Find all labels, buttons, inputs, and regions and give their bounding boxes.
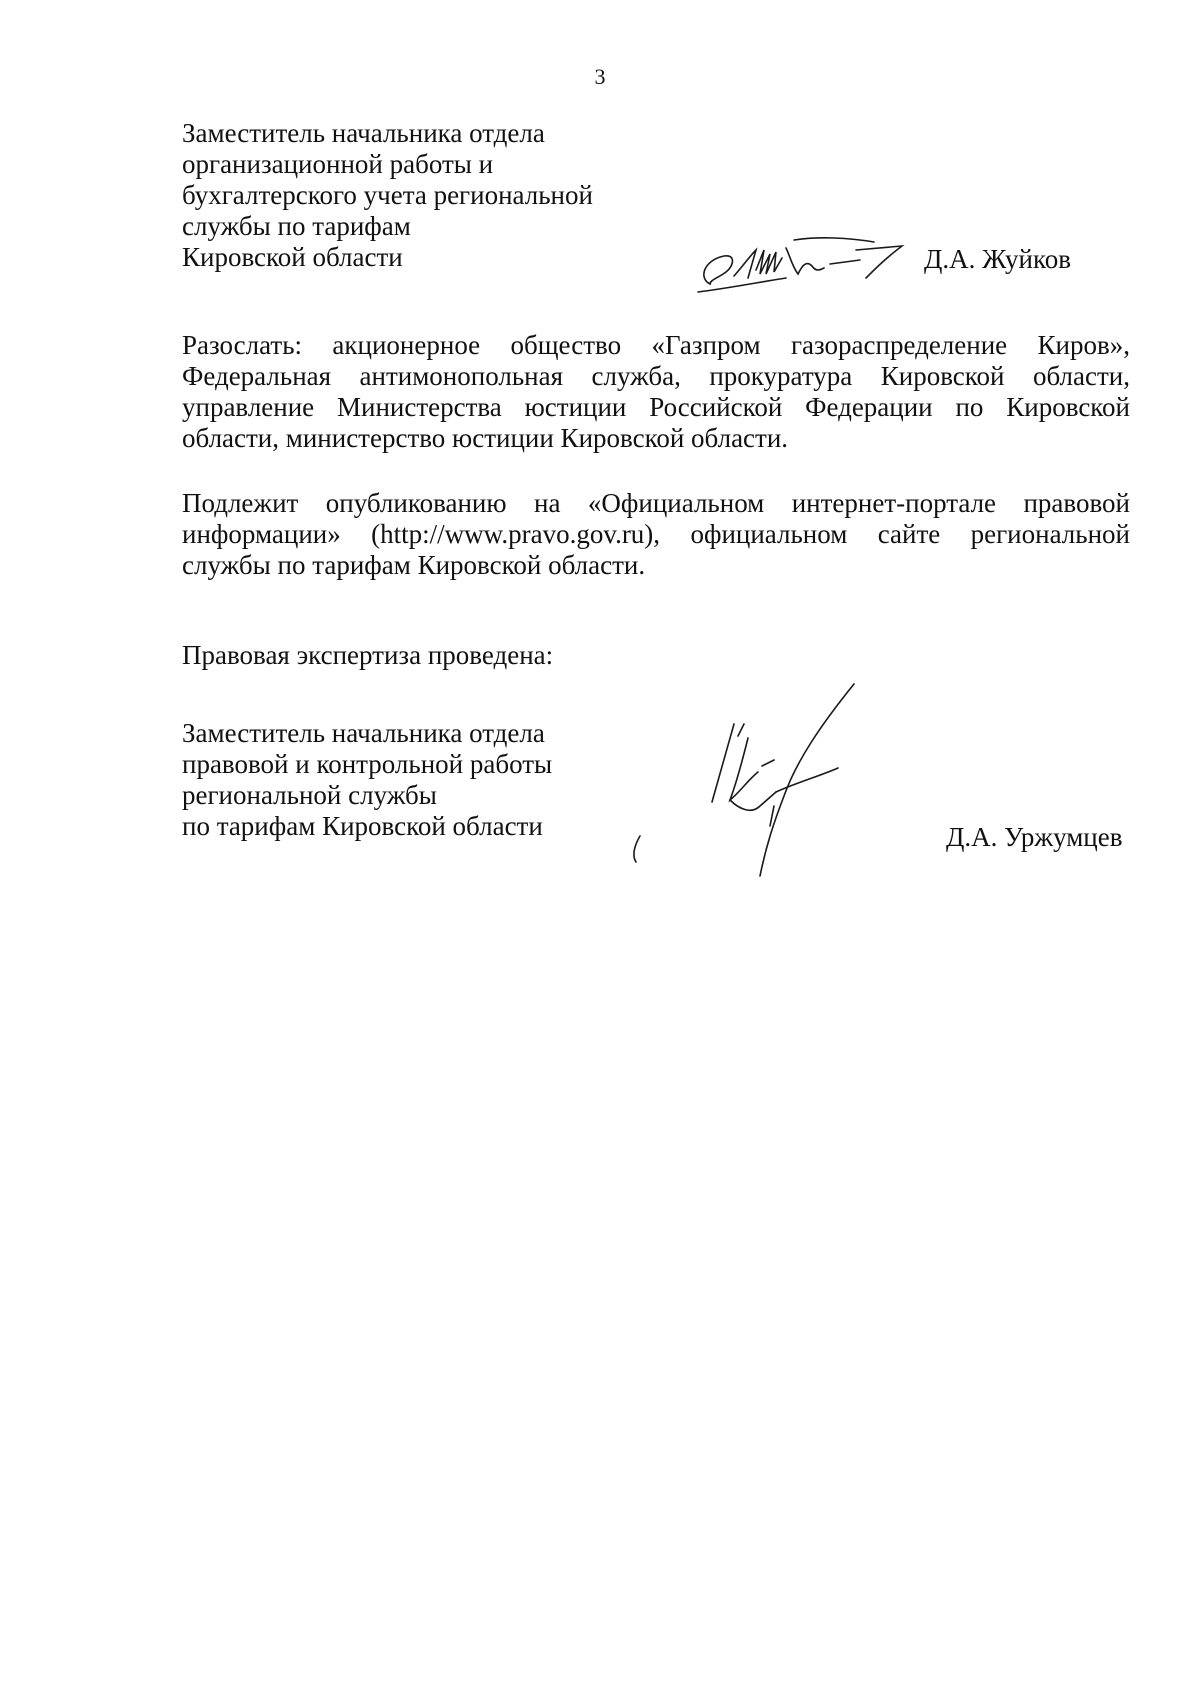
publication-note: Подлежит опубликованию на «Официальном интернет-портале правовой информации» (http://www.pravo.gov.ru), официальном сайте региональной службы по тарифам Кировской области. <box>182 488 1130 580</box>
signatory-2-position <box>182 718 552 842</box>
signatory-1-name: Д.А. Жуйков <box>924 244 1071 274</box>
signatory-2-name: Д.А. Уржумцев <box>946 822 1123 852</box>
signature-urzhumtsev <box>620 676 920 896</box>
position-line: правовой и контрольной работы <box>182 749 553 779</box>
legal-review-heading: Правовая экспертиза проведена: <box>182 640 554 670</box>
position-line: службы по тарифам <box>182 211 411 241</box>
signature-zhuikov <box>690 226 930 306</box>
page-number: 3 <box>594 64 606 89</box>
position-line: бухгалтерского учета региональной <box>182 180 593 210</box>
position-line: организационной работы и <box>182 149 494 179</box>
position-line: Заместитель начальника отдела <box>182 718 545 748</box>
position-line: региональной службы <box>182 780 437 810</box>
signatory-1-position <box>182 118 593 273</box>
position-line: Заместитель начальника отдела <box>182 118 545 148</box>
distribution-list: Разослать: акционерное общество «Газпром газораспределение Киров», Федеральная антимонопольная служба, прокуратура Кировской области, управление Министерства юстиции Российской Федерации по Кировской области, министерство юстиции Кировской области. <box>182 330 1130 453</box>
position-line: Кировской области <box>182 242 403 272</box>
position-line: по тарифам Кировской области <box>182 811 543 841</box>
